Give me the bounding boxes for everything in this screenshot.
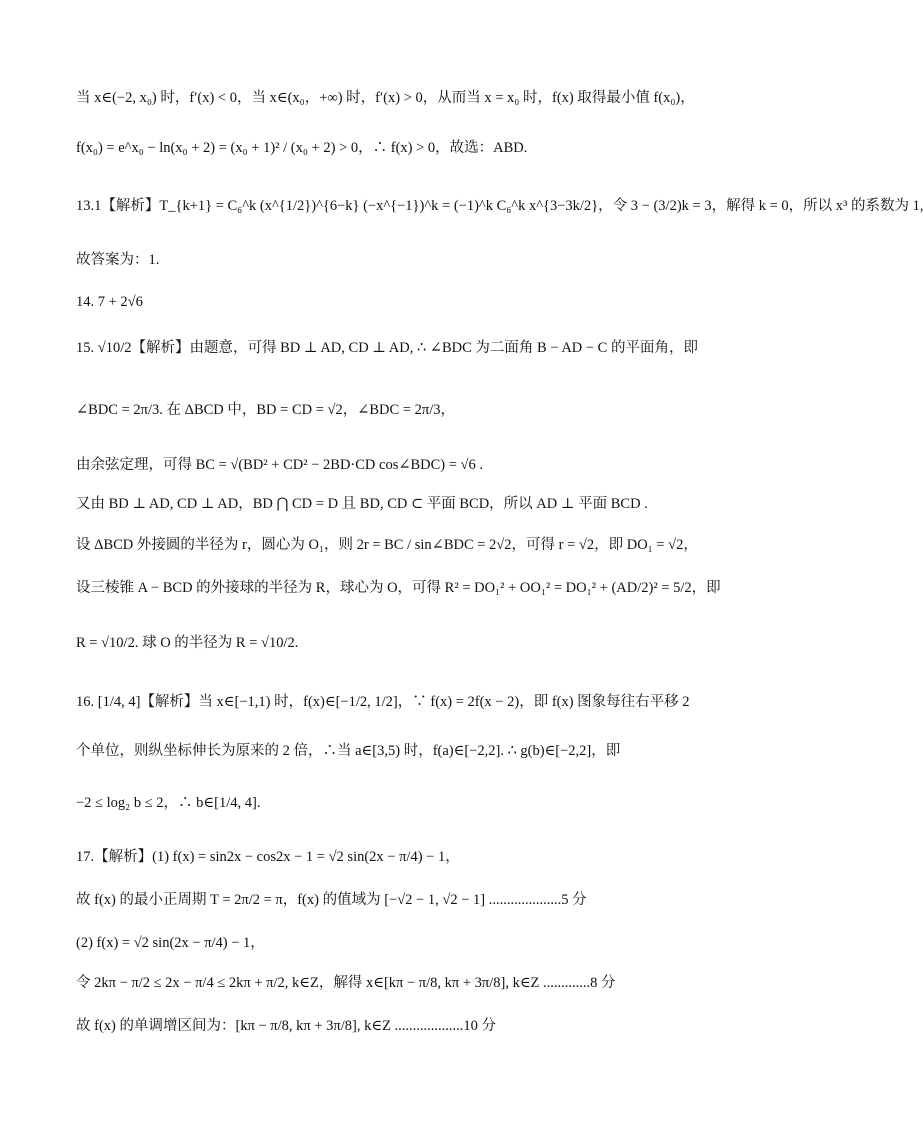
text-line-7: ∠BDC = 2π/3. 在 ΔBCD 中，BD = CD = √2，∠BDC = 2π/3， <box>76 402 455 418</box>
text-line-12: R = √10/2. 球 O 的半径为 R = √10/2. <box>76 635 299 651</box>
text-line-13: 16. [1/4, 4]【解析】当 x∈[−1,1) 时，f(x)∈[−1/2, 1/2]，∵ f(x) = 2f(x − 2)，即 f(x) 图象每往右平移 2 <box>76 694 690 710</box>
text-line-11: 设三棱锥 A − BCD 的外接球的半径为 R，球心为 O，可得 R² = DO₁² + OO₁² = DO₁² + (AD/2)² = 5/2，即 <box>76 580 721 596</box>
text-line-16: 17.【解析】(1) f(x) = sin2x − cos2x − 1 = √2 sin(2x − π/4) − 1， <box>76 849 460 865</box>
text-line-10: 设 ΔBCD 外接圆的半径为 r，圆心为 O₁，则 2r = BC / sin∠BDC = 2√2，可得 r = √2，即 DO₁ = √2， <box>76 537 698 553</box>
text-line-14: 个单位，则纵坐标伸长为原来的 2 倍，∴当 a∈[3,5) 时，f(a)∈[−2,2]. ∴ g(b)∈[−2,2]，即 <box>76 743 621 759</box>
text-line-18: (2) f(x) = √2 sin(2x − π/4) − 1， <box>76 935 265 951</box>
text-line-4: 故答案为：1. <box>76 252 160 268</box>
text-line-6: 15. √10/2【解析】由题意，可得 BD ⊥ AD, CD ⊥ AD, ∴ ∠BDC 为二面角 B − AD − C 的平面角，即 <box>76 340 698 356</box>
text-line-17: 故 f(x) 的最小正周期 T = 2π/2 = π，f(x) 的值域为 [−√2 − 1, √2 − 1] ....................5 分 <box>76 892 587 908</box>
text-line-3: 13.1【解析】T_{k+1} = C₆^k (x^{1/2})^{6−k} (−x^{−1})^k = (−1)^k C₆^k x^{3−3k/2}，令 3 − (3/2)k = 3，解得 k = 0，所以 x³ 的系数为 1, <box>76 198 923 214</box>
text-line-2: f(x₀) = e^x₀ − ln(x₀ + 2) = (x₀ + 1)² / (x₀ + 2) > 0，∴ f(x) > 0，故选：ABD. <box>76 140 528 156</box>
text-line-9: 又由 BD ⊥ AD, CD ⊥ AD，BD ⋂ CD = D 且 BD, CD ⊂ 平面 BCD，所以 AD ⊥ 平面 BCD . <box>76 496 648 512</box>
text-line-5: 14. 7 + 2√6 <box>76 294 143 310</box>
text-line-20: 故 f(x) 的单调增区间为：[kπ − π/8, kπ + 3π/8], k∈Z ...................10 分 <box>76 1018 497 1034</box>
text-line-8: 由余弦定理，可得 BC = √(BD² + CD² − 2BD·CD cos∠BDC) = √6 . <box>76 457 484 473</box>
text-line-15: −2 ≤ log₂ b ≤ 2，∴ b∈[1/4, 4]. <box>76 795 261 811</box>
text-line-19: 令 2kπ − π/2 ≤ 2x − π/4 ≤ 2kπ + π/2, k∈Z，解得 x∈[kπ − π/8, kπ + 3π/8], k∈Z .............8 分 <box>76 975 616 991</box>
text-line-1: 当 x∈(−2, x₀) 时，f′(x) < 0，当 x∈(x₀，+∞) 时，f′(x) > 0，从而当 x = x₀ 时，f(x) 取得最小值 f(x₀)， <box>76 90 695 106</box>
